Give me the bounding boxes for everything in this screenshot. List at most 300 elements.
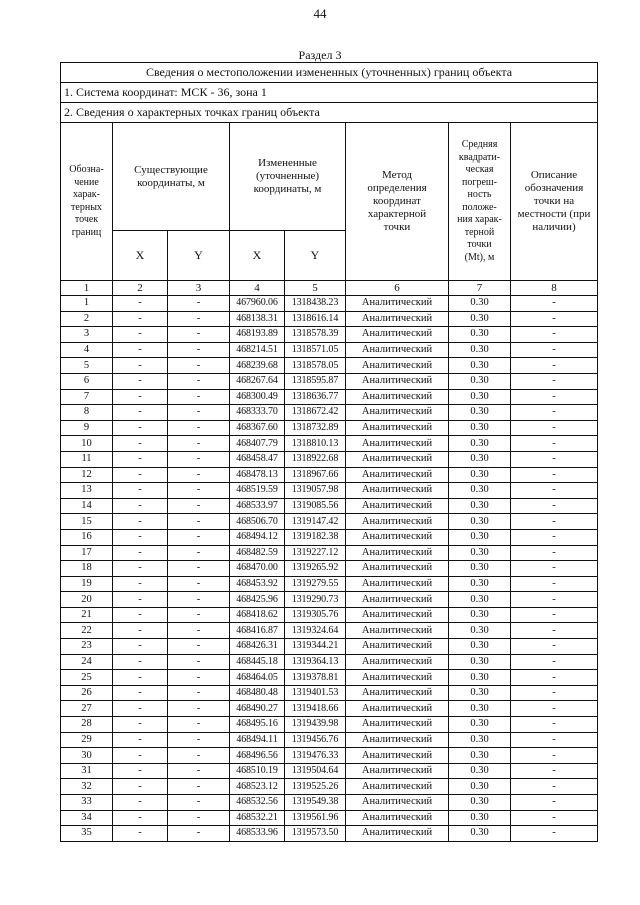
cell-changed-x: 468506.70 bbox=[230, 514, 285, 530]
header-method: Метод определения координат характерной точки bbox=[346, 123, 449, 281]
cell-changed-y: 1319057.98 bbox=[285, 483, 346, 499]
cell-point-number: 31 bbox=[61, 763, 113, 779]
cell-mean-error: 0.30 bbox=[449, 529, 511, 545]
cell-description: - bbox=[511, 576, 598, 592]
points-title: 2. Сведения о характерных точках границ объекта bbox=[61, 103, 598, 123]
cell-point-number: 30 bbox=[61, 748, 113, 764]
cell-changed-y: 1319561.96 bbox=[285, 810, 346, 826]
cell-changed-y: 1318810.13 bbox=[285, 436, 346, 452]
cell-mean-error: 0.30 bbox=[449, 763, 511, 779]
cell-changed-y: 1319265.92 bbox=[285, 561, 346, 577]
cell-existing-y: - bbox=[168, 654, 230, 670]
table-row bbox=[61, 576, 598, 592]
cell-description: - bbox=[511, 296, 598, 312]
coordinate-system: 1. Система координат: МСК - 36, зона 1 bbox=[61, 83, 598, 103]
cell-changed-x: 468470.00 bbox=[230, 561, 285, 577]
cell-changed-y: 1319344.21 bbox=[285, 639, 346, 655]
cell-existing-x: - bbox=[113, 342, 168, 358]
cell-existing-x: - bbox=[113, 373, 168, 389]
cell-mean-error: 0.30 bbox=[449, 592, 511, 608]
cell-existing-y: - bbox=[168, 576, 230, 592]
cell-existing-y: - bbox=[168, 420, 230, 436]
cell-existing-x: - bbox=[113, 327, 168, 343]
cell-mean-error: 0.30 bbox=[449, 420, 511, 436]
cell-mean-error: 0.30 bbox=[449, 311, 511, 327]
cell-method: Аналитический bbox=[346, 779, 449, 795]
table-row bbox=[61, 296, 598, 312]
cell-changed-y: 1319324.64 bbox=[285, 623, 346, 639]
table-row bbox=[61, 607, 598, 623]
cell-existing-y: - bbox=[168, 514, 230, 530]
table-row bbox=[61, 389, 598, 405]
cell-changed-x: 468533.97 bbox=[230, 498, 285, 514]
cell-mean-error: 0.30 bbox=[449, 561, 511, 577]
cell-existing-x: - bbox=[113, 483, 168, 499]
cell-existing-x: - bbox=[113, 654, 168, 670]
cell-existing-y: - bbox=[168, 810, 230, 826]
cell-point-number: 22 bbox=[61, 623, 113, 639]
cell-existing-y: - bbox=[168, 623, 230, 639]
cell-changed-x: 468494.11 bbox=[230, 732, 285, 748]
cell-description: - bbox=[511, 717, 598, 733]
cell-point-number: 5 bbox=[61, 358, 113, 374]
table-row bbox=[61, 483, 598, 499]
cell-method: Аналитический bbox=[346, 654, 449, 670]
cell-changed-y: 1319476.33 bbox=[285, 748, 346, 764]
cell-changed-x: 468367.60 bbox=[230, 420, 285, 436]
cell-existing-y: - bbox=[168, 358, 230, 374]
cell-changed-y: 1318595.87 bbox=[285, 373, 346, 389]
cell-changed-x: 468425.96 bbox=[230, 592, 285, 608]
cell-changed-y: 1318571.05 bbox=[285, 342, 346, 358]
cell-changed-x: 468193.89 bbox=[230, 327, 285, 343]
cell-existing-x: - bbox=[113, 451, 168, 467]
cell-description: - bbox=[511, 779, 598, 795]
cell-existing-y: - bbox=[168, 498, 230, 514]
cell-existing-x: - bbox=[113, 529, 168, 545]
cell-changed-x: 468458.47 bbox=[230, 451, 285, 467]
cell-mean-error: 0.30 bbox=[449, 373, 511, 389]
table-row bbox=[61, 498, 598, 514]
cell-existing-x: - bbox=[113, 467, 168, 483]
table-row bbox=[61, 779, 598, 795]
cell-method: Аналитический bbox=[346, 373, 449, 389]
cell-changed-y: 1319504.64 bbox=[285, 763, 346, 779]
cell-point-number: 20 bbox=[61, 592, 113, 608]
cell-mean-error: 0.30 bbox=[449, 732, 511, 748]
cell-method: Аналитический bbox=[346, 607, 449, 623]
cell-changed-x: 468478.13 bbox=[230, 467, 285, 483]
cell-point-number: 15 bbox=[61, 514, 113, 530]
cell-point-number: 11 bbox=[61, 451, 113, 467]
cell-description: - bbox=[511, 514, 598, 530]
cell-mean-error: 0.30 bbox=[449, 779, 511, 795]
cell-existing-y: - bbox=[168, 545, 230, 561]
cell-method: Аналитический bbox=[346, 529, 449, 545]
cell-existing-y: - bbox=[168, 327, 230, 343]
table-row bbox=[61, 529, 598, 545]
cell-existing-x: - bbox=[113, 607, 168, 623]
cell-point-number: 7 bbox=[61, 389, 113, 405]
cell-changed-y: 1319573.50 bbox=[285, 826, 346, 842]
cell-point-number: 25 bbox=[61, 670, 113, 686]
cell-point-number: 32 bbox=[61, 779, 113, 795]
table-row bbox=[61, 685, 598, 701]
cell-mean-error: 0.30 bbox=[449, 296, 511, 312]
cell-description: - bbox=[511, 639, 598, 655]
cell-existing-x: - bbox=[113, 420, 168, 436]
cell-existing-y: - bbox=[168, 779, 230, 795]
cell-description: - bbox=[511, 545, 598, 561]
column-number: 3 bbox=[168, 281, 230, 296]
table-row bbox=[61, 639, 598, 655]
cell-point-number: 27 bbox=[61, 701, 113, 717]
cell-description: - bbox=[511, 592, 598, 608]
table-row bbox=[61, 810, 598, 826]
cell-existing-x: - bbox=[113, 779, 168, 795]
column-number: 6 bbox=[346, 281, 449, 296]
table-row bbox=[61, 795, 598, 811]
cell-point-number: 17 bbox=[61, 545, 113, 561]
cell-description: - bbox=[511, 732, 598, 748]
cell-existing-x: - bbox=[113, 576, 168, 592]
cell-method: Аналитический bbox=[346, 311, 449, 327]
cell-existing-x: - bbox=[113, 639, 168, 655]
table-row bbox=[61, 748, 598, 764]
cell-method: Аналитический bbox=[346, 436, 449, 452]
cell-mean-error: 0.30 bbox=[449, 639, 511, 655]
cell-description: - bbox=[511, 451, 598, 467]
page-number: 44 bbox=[313, 6, 327, 21]
cell-changed-x: 468510.19 bbox=[230, 763, 285, 779]
cell-changed-y: 1318578.05 bbox=[285, 358, 346, 374]
cell-existing-x: - bbox=[113, 717, 168, 733]
cell-changed-x: 468482.59 bbox=[230, 545, 285, 561]
cell-existing-y: - bbox=[168, 436, 230, 452]
table-row bbox=[61, 561, 598, 577]
cell-method: Аналитический bbox=[346, 358, 449, 374]
header-existing-coords: Существующие координаты, м bbox=[113, 123, 230, 231]
cell-changed-x: 468532.21 bbox=[230, 810, 285, 826]
cell-changed-y: 1318672.42 bbox=[285, 405, 346, 421]
cell-method: Аналитический bbox=[346, 810, 449, 826]
cell-mean-error: 0.30 bbox=[449, 405, 511, 421]
cell-existing-y: - bbox=[168, 763, 230, 779]
cell-changed-y: 1318922.68 bbox=[285, 451, 346, 467]
header-description: Описание обозначения точки на местности (при наличии) bbox=[511, 123, 598, 281]
cell-mean-error: 0.30 bbox=[449, 436, 511, 452]
column-number: 8 bbox=[511, 281, 598, 296]
cell-method: Аналитический bbox=[346, 592, 449, 608]
cell-method: Аналитический bbox=[346, 670, 449, 686]
cell-mean-error: 0.30 bbox=[449, 607, 511, 623]
cell-existing-x: - bbox=[113, 810, 168, 826]
cell-mean-error: 0.30 bbox=[449, 810, 511, 826]
table-row bbox=[61, 826, 598, 842]
cell-method: Аналитический bbox=[346, 763, 449, 779]
cell-description: - bbox=[511, 436, 598, 452]
table-row bbox=[61, 654, 598, 670]
header-changed-coords: Измененные (уточненные) координаты, м bbox=[230, 123, 346, 231]
boundary-points-table bbox=[60, 62, 598, 842]
cell-point-number: 23 bbox=[61, 639, 113, 655]
cell-existing-y: - bbox=[168, 592, 230, 608]
cell-existing-y: - bbox=[168, 685, 230, 701]
cell-description: - bbox=[511, 529, 598, 545]
table-row bbox=[61, 373, 598, 389]
cell-description: - bbox=[511, 748, 598, 764]
table-row bbox=[61, 358, 598, 374]
cell-changed-x: 468214.51 bbox=[230, 342, 285, 358]
cell-point-number: 2 bbox=[61, 311, 113, 327]
cell-description: - bbox=[511, 358, 598, 374]
cell-changed-x: 468445.18 bbox=[230, 654, 285, 670]
cell-changed-x: 468416.87 bbox=[230, 623, 285, 639]
cell-existing-x: - bbox=[113, 358, 168, 374]
cell-method: Аналитический bbox=[346, 420, 449, 436]
cell-changed-x: 468464.05 bbox=[230, 670, 285, 686]
cell-changed-x: 468418.62 bbox=[230, 607, 285, 623]
cell-existing-x: - bbox=[113, 685, 168, 701]
cell-description: - bbox=[511, 670, 598, 686]
section-title: Раздел 3 bbox=[298, 48, 342, 62]
cell-method: Аналитический bbox=[346, 639, 449, 655]
cell-point-number: 1 bbox=[61, 296, 113, 312]
cell-changed-y: 1319227.12 bbox=[285, 545, 346, 561]
header-existing-y: Y bbox=[168, 231, 230, 281]
cell-description: - bbox=[511, 763, 598, 779]
cell-existing-y: - bbox=[168, 561, 230, 577]
cell-description: - bbox=[511, 810, 598, 826]
cell-method: Аналитический bbox=[346, 795, 449, 811]
cell-changed-y: 1319456.76 bbox=[285, 732, 346, 748]
cell-point-number: 21 bbox=[61, 607, 113, 623]
header-changed-x: X bbox=[230, 231, 285, 281]
table-row bbox=[61, 717, 598, 733]
cell-existing-y: - bbox=[168, 483, 230, 499]
cell-existing-y: - bbox=[168, 296, 230, 312]
cell-existing-y: - bbox=[168, 748, 230, 764]
cell-changed-y: 1319305.76 bbox=[285, 607, 346, 623]
cell-description: - bbox=[511, 405, 598, 421]
cell-existing-x: - bbox=[113, 561, 168, 577]
cell-mean-error: 0.30 bbox=[449, 717, 511, 733]
cell-mean-error: 0.30 bbox=[449, 358, 511, 374]
cell-existing-y: - bbox=[168, 529, 230, 545]
cell-method: Аналитический bbox=[346, 561, 449, 577]
table-row bbox=[61, 732, 598, 748]
cell-point-number: 35 bbox=[61, 826, 113, 842]
cell-point-number: 33 bbox=[61, 795, 113, 811]
cell-point-number: 12 bbox=[61, 467, 113, 483]
cell-point-number: 16 bbox=[61, 529, 113, 545]
cell-changed-x: 468407.79 bbox=[230, 436, 285, 452]
cell-changed-y: 1319279.55 bbox=[285, 576, 346, 592]
table-row bbox=[61, 311, 598, 327]
cell-existing-y: - bbox=[168, 795, 230, 811]
cell-method: Аналитический bbox=[346, 296, 449, 312]
cell-method: Аналитический bbox=[346, 732, 449, 748]
header-point-designation: Обозна- чение харак- терных точек границ bbox=[61, 123, 113, 281]
cell-existing-y: - bbox=[168, 732, 230, 748]
cell-existing-y: - bbox=[168, 639, 230, 655]
cell-method: Аналитический bbox=[346, 483, 449, 499]
table-row bbox=[61, 436, 598, 452]
cell-description: - bbox=[511, 389, 598, 405]
cell-point-number: 8 bbox=[61, 405, 113, 421]
cell-point-number: 13 bbox=[61, 483, 113, 499]
table-row bbox=[61, 467, 598, 483]
cell-changed-y: 1319290.73 bbox=[285, 592, 346, 608]
cell-changed-x: 468267.64 bbox=[230, 373, 285, 389]
table-row bbox=[61, 623, 598, 639]
table-row bbox=[61, 405, 598, 421]
cell-existing-x: - bbox=[113, 514, 168, 530]
cell-mean-error: 0.30 bbox=[449, 685, 511, 701]
cell-point-number: 26 bbox=[61, 685, 113, 701]
table-title: Сведения о местоположении измененных (уточненных) границ объекта bbox=[61, 63, 598, 83]
cell-mean-error: 0.30 bbox=[449, 826, 511, 842]
column-number: 5 bbox=[285, 281, 346, 296]
cell-changed-y: 1319401.53 bbox=[285, 685, 346, 701]
cell-method: Аналитический bbox=[346, 389, 449, 405]
cell-mean-error: 0.30 bbox=[449, 342, 511, 358]
cell-description: - bbox=[511, 327, 598, 343]
cell-mean-error: 0.30 bbox=[449, 701, 511, 717]
cell-mean-error: 0.30 bbox=[449, 654, 511, 670]
cell-changed-x: 468490.27 bbox=[230, 701, 285, 717]
cell-changed-x: 468532.56 bbox=[230, 795, 285, 811]
cell-description: - bbox=[511, 654, 598, 670]
cell-mean-error: 0.30 bbox=[449, 623, 511, 639]
cell-mean-error: 0.30 bbox=[449, 576, 511, 592]
column-number: 2 bbox=[113, 281, 168, 296]
cell-description: - bbox=[511, 342, 598, 358]
cell-existing-y: - bbox=[168, 717, 230, 733]
cell-existing-x: - bbox=[113, 732, 168, 748]
cell-method: Аналитический bbox=[346, 717, 449, 733]
column-number: 7 bbox=[449, 281, 511, 296]
cell-existing-x: - bbox=[113, 436, 168, 452]
cell-changed-y: 1318636.77 bbox=[285, 389, 346, 405]
cell-changed-y: 1318967.66 bbox=[285, 467, 346, 483]
table-row bbox=[61, 514, 598, 530]
table-row bbox=[61, 592, 598, 608]
cell-changed-y: 1319418.66 bbox=[285, 701, 346, 717]
cell-existing-x: - bbox=[113, 623, 168, 639]
cell-changed-x: 468533.96 bbox=[230, 826, 285, 842]
table-row bbox=[61, 545, 598, 561]
cell-description: - bbox=[511, 373, 598, 389]
table-row bbox=[61, 763, 598, 779]
cell-changed-y: 1319182.38 bbox=[285, 529, 346, 545]
cell-point-number: 28 bbox=[61, 717, 113, 733]
cell-point-number: 14 bbox=[61, 498, 113, 514]
cell-changed-y: 1319549.38 bbox=[285, 795, 346, 811]
cell-changed-x: 468138.31 bbox=[230, 311, 285, 327]
cell-existing-y: - bbox=[168, 311, 230, 327]
cell-point-number: 6 bbox=[61, 373, 113, 389]
cell-existing-y: - bbox=[168, 607, 230, 623]
column-numbers-row bbox=[61, 281, 598, 296]
cell-changed-y: 1318578.39 bbox=[285, 327, 346, 343]
cell-method: Аналитический bbox=[346, 623, 449, 639]
cell-description: - bbox=[511, 311, 598, 327]
cell-mean-error: 0.30 bbox=[449, 514, 511, 530]
cell-description: - bbox=[511, 795, 598, 811]
cell-description: - bbox=[511, 467, 598, 483]
cell-changed-y: 1318616.14 bbox=[285, 311, 346, 327]
table-row bbox=[61, 327, 598, 343]
cell-existing-y: - bbox=[168, 405, 230, 421]
cell-existing-y: - bbox=[168, 826, 230, 842]
cell-point-number: 29 bbox=[61, 732, 113, 748]
column-number: 4 bbox=[230, 281, 285, 296]
cell-existing-x: - bbox=[113, 545, 168, 561]
cell-mean-error: 0.30 bbox=[449, 467, 511, 483]
cell-changed-x: 468480.48 bbox=[230, 685, 285, 701]
cell-existing-x: - bbox=[113, 826, 168, 842]
cell-changed-x: 468496.56 bbox=[230, 748, 285, 764]
cell-method: Аналитический bbox=[346, 576, 449, 592]
table-body bbox=[61, 296, 598, 842]
cell-existing-x: - bbox=[113, 670, 168, 686]
cell-point-number: 4 bbox=[61, 342, 113, 358]
cell-mean-error: 0.30 bbox=[449, 327, 511, 343]
cell-changed-y: 1319085.56 bbox=[285, 498, 346, 514]
cell-existing-y: - bbox=[168, 342, 230, 358]
cell-existing-x: - bbox=[113, 701, 168, 717]
cell-point-number: 10 bbox=[61, 436, 113, 452]
cell-method: Аналитический bbox=[346, 701, 449, 717]
cell-existing-x: - bbox=[113, 311, 168, 327]
table-row bbox=[61, 670, 598, 686]
cell-description: - bbox=[511, 561, 598, 577]
cell-existing-x: - bbox=[113, 748, 168, 764]
cell-mean-error: 0.30 bbox=[449, 498, 511, 514]
cell-changed-x: 468333.70 bbox=[230, 405, 285, 421]
cell-mean-error: 0.30 bbox=[449, 748, 511, 764]
cell-description: - bbox=[511, 607, 598, 623]
cell-existing-y: - bbox=[168, 389, 230, 405]
cell-existing-x: - bbox=[113, 795, 168, 811]
cell-changed-y: 1318732.89 bbox=[285, 420, 346, 436]
cell-changed-x: 468495.16 bbox=[230, 717, 285, 733]
cell-changed-y: 1319147.42 bbox=[285, 514, 346, 530]
cell-existing-x: - bbox=[113, 498, 168, 514]
cell-point-number: 34 bbox=[61, 810, 113, 826]
cell-changed-x: 468519.59 bbox=[230, 483, 285, 499]
cell-existing-x: - bbox=[113, 405, 168, 421]
cell-changed-y: 1319364.13 bbox=[285, 654, 346, 670]
cell-point-number: 24 bbox=[61, 654, 113, 670]
cell-existing-x: - bbox=[113, 389, 168, 405]
cell-mean-error: 0.30 bbox=[449, 451, 511, 467]
column-number: 1 bbox=[61, 281, 113, 296]
cell-point-number: 9 bbox=[61, 420, 113, 436]
cell-description: - bbox=[511, 701, 598, 717]
cell-changed-x: 468453.92 bbox=[230, 576, 285, 592]
cell-description: - bbox=[511, 685, 598, 701]
cell-description: - bbox=[511, 623, 598, 639]
header-changed-y: Y bbox=[285, 231, 346, 281]
cell-mean-error: 0.30 bbox=[449, 795, 511, 811]
cell-method: Аналитический bbox=[346, 498, 449, 514]
cell-existing-x: - bbox=[113, 763, 168, 779]
cell-description: - bbox=[511, 826, 598, 842]
cell-method: Аналитический bbox=[346, 467, 449, 483]
cell-changed-y: 1319378.81 bbox=[285, 670, 346, 686]
